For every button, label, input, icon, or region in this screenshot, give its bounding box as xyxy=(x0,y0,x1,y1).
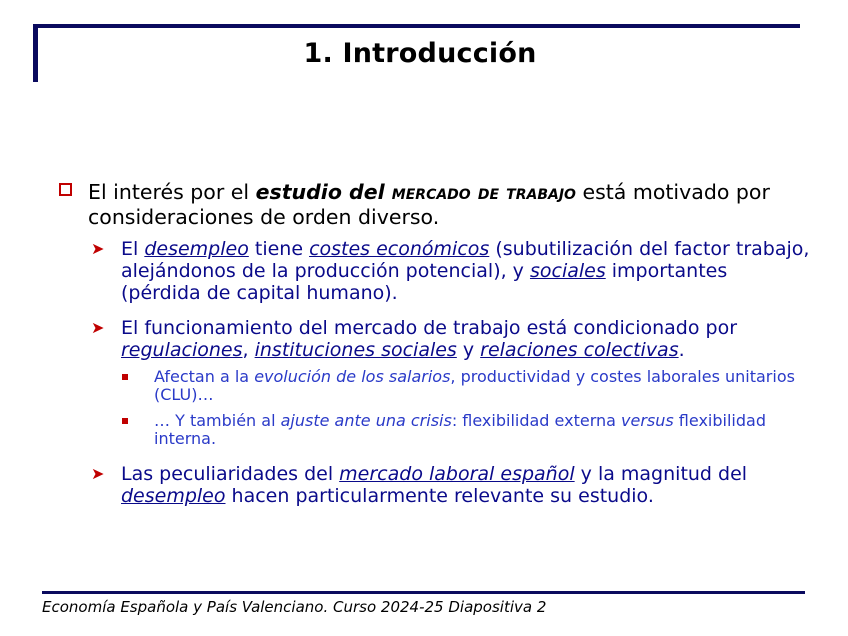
checkbox-bullet-icon xyxy=(59,183,72,196)
text: está motivado por consideraciones de orden diverso. xyxy=(88,180,770,229)
text: importantes (pérdida de capital humano). xyxy=(121,260,728,304)
text: y xyxy=(456,339,481,361)
text: : flexibilidad externa xyxy=(451,411,622,430)
text-emphasis: versus xyxy=(621,411,674,430)
text-emphasis: ajuste ante una crisis xyxy=(280,411,452,430)
text: (subutilización del factor trabajo, alejándonos de la producción potencial), y xyxy=(121,238,810,282)
text: … Y también al xyxy=(154,411,281,430)
bullet-main xyxy=(88,180,788,230)
arrow-bullet-icon: ➤ xyxy=(91,239,105,258)
link-costes-economicos[interactable]: costes económicos xyxy=(309,238,490,260)
text-emphasis: evolución de los salarios xyxy=(254,367,451,386)
text: El interés por el xyxy=(88,180,256,204)
square-bullet-icon xyxy=(122,418,128,424)
link-desempleo[interactable]: desempleo xyxy=(144,238,249,260)
link-regulaciones[interactable]: regulaciones xyxy=(121,339,243,361)
footer-rule xyxy=(42,591,805,594)
text-smallcaps: mercado de trabajo xyxy=(391,180,576,204)
slide-title: 1. Introducción xyxy=(303,38,537,69)
text: El xyxy=(121,238,145,260)
text: flexibilidad interna. xyxy=(154,411,766,448)
bullet-crisis xyxy=(154,412,824,448)
text: . xyxy=(678,339,685,361)
text: Afectan a la xyxy=(154,367,255,386)
text: tiene xyxy=(248,238,310,260)
link-sociales[interactable]: sociales xyxy=(529,260,606,282)
title-frame-top xyxy=(33,24,800,28)
link-relaciones-colectivas[interactable]: relaciones colectivas xyxy=(480,339,679,361)
text: hacen particularmente relevante su estudio. xyxy=(225,485,654,507)
text: El funcionamiento del mercado de trabajo está condicionado por xyxy=(121,317,738,339)
text: , productividad y costes laborales unitarios (CLU)… xyxy=(154,367,795,404)
link-instituciones-sociales[interactable]: instituciones sociales xyxy=(254,339,457,361)
bullet-desempleo xyxy=(91,238,811,304)
title-frame-left xyxy=(33,24,38,82)
text-emphasis: estudio del xyxy=(255,180,392,204)
square-bullet-icon xyxy=(122,374,128,380)
arrow-bullet-icon: ➤ xyxy=(91,464,105,483)
bullet-peculiaridades xyxy=(91,463,811,507)
text: Las peculiaridades del xyxy=(121,463,340,485)
slide-footer: Economía Española y País Valenciano. Curso 2024-25 Diapositiva 2 xyxy=(42,598,547,616)
text: , xyxy=(242,339,255,361)
bullet-funcionamiento xyxy=(91,317,811,361)
link-mercado-laboral[interactable]: mercado laboral español xyxy=(339,463,575,485)
link-desempleo-2[interactable]: desempleo xyxy=(121,485,226,507)
arrow-bullet-icon: ➤ xyxy=(91,318,105,337)
text: y la magnitud del xyxy=(574,463,748,485)
bullet-salarios xyxy=(154,368,824,404)
